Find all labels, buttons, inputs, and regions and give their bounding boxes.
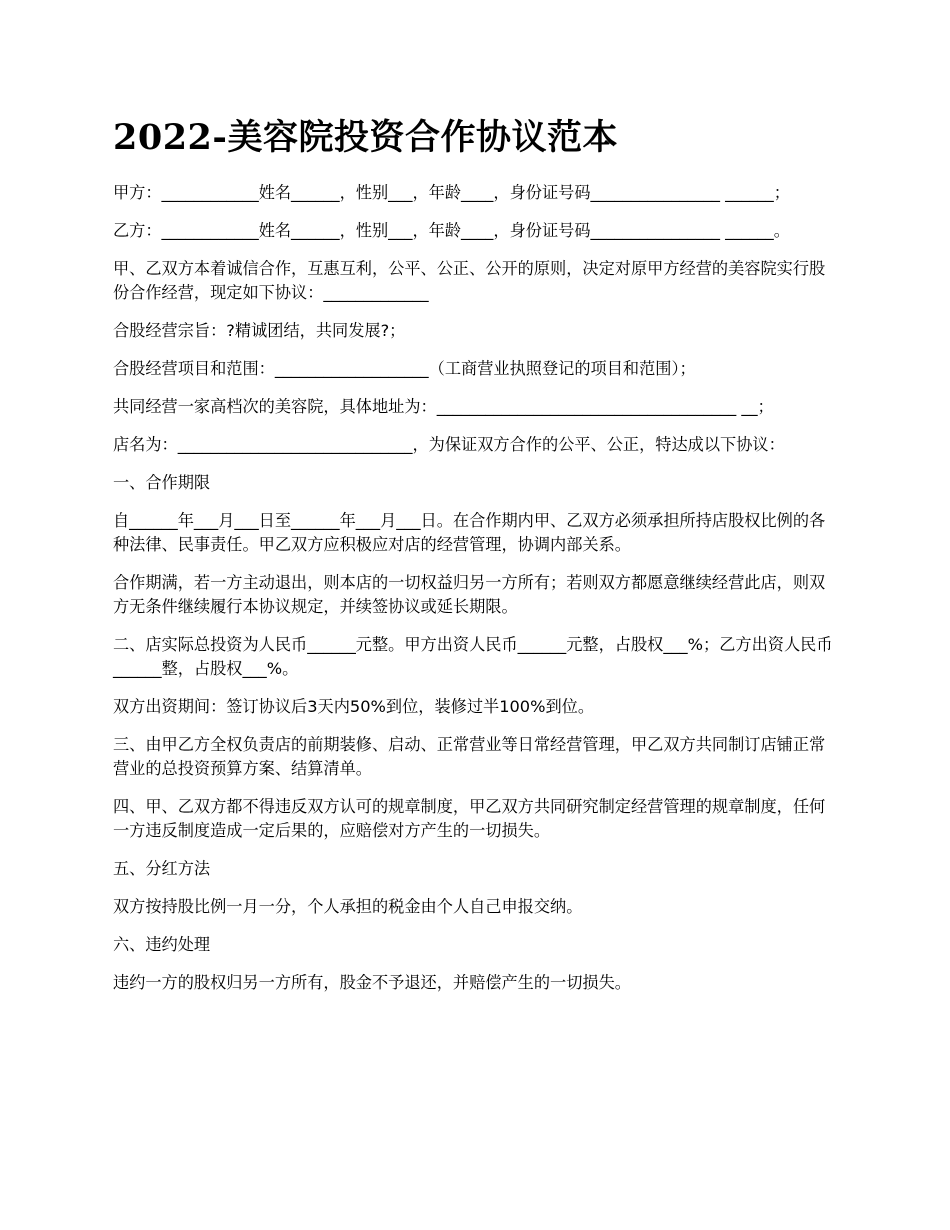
party-a-line: 甲方：____________姓名______，性别___，年龄____，身份证号码________________ ______； <box>113 183 790 202</box>
store-name-line: 店名为：_____________________________，为保证双方合作的公平、公正，特达成以下协议： <box>113 435 785 454</box>
expiry-paragraph: 合作期满，若一方主动退出，则本店的一切权益归另一方所有；若则双方都愿意继续经营此店，则双方无条件继续履行本协议规定，并续签协议或延长期限。 <box>113 573 826 616</box>
funding-period-line: 双方出资期间：签订协议后3天内50%到位，装修过半100%到位。 <box>113 697 595 716</box>
section-heading-breach: 六、违约处理 <box>113 935 211 954</box>
purpose-line: 合股经营宗旨：?精诚团结，共同发展?； <box>113 321 406 340</box>
scope-line: 合股经营项目和范围：___________________（工商营业执照登记的项目和范围）； <box>113 359 696 378</box>
investment-paragraph: 二、店实际总投资为人民币______元整。甲方出资人民币______元整，占股权___%；乙方出资人民币______整，占股权___%。 <box>113 635 833 678</box>
term-paragraph: 自______年___月___日至______年___月___日。在合作期内甲、乙双方必须承担所持店股权比例的各种法律、民事责任。甲乙双方应积极应对店的经营管理，协调内部关系。 <box>113 511 826 554</box>
section-heading-term: 一、合作期限 <box>113 473 211 492</box>
dividends-paragraph: 双方按持股比例一月一分，个人承担的税金由个人自己申报交纳。 <box>113 897 583 916</box>
breach-paragraph: 违约一方的股权归另一方所有，股金不予退还，并赔偿产生的一切损失。 <box>113 973 631 992</box>
party-b-line: 乙方：____________姓名______，性别___，年龄____，身份证号码________________ ______。 <box>113 221 790 240</box>
address-line: 共同经营一家高档次的美容院，具体地址为：_____________________________________ __； <box>113 397 774 416</box>
document-title: 2022-美容院投资合作协议范本 <box>113 117 618 158</box>
management-paragraph: 三、由甲乙方全权负责店的前期装修、启动、正常营业等日常经营管理，甲乙双方共同制订店铺正常营业的总投资预算方案、结算清单。 <box>113 735 826 778</box>
rules-paragraph: 四、甲、乙双方都不得违反双方认可的规章制度，甲乙双方共同研究制定经营管理的规章制度，任何一方违反制度造成一定后果的，应赔偿对方产生的一切损失。 <box>113 797 826 840</box>
intro-paragraph: 甲、乙双方本着诚信合作，互惠互利，公平、公正、公开的原则，决定对原甲方经营的美容院实行股份合作经营，现定如下协议：_____________ <box>113 259 826 302</box>
document-body <box>113 181 839 1009</box>
section-heading-dividends: 五、分红方法 <box>113 859 211 878</box>
